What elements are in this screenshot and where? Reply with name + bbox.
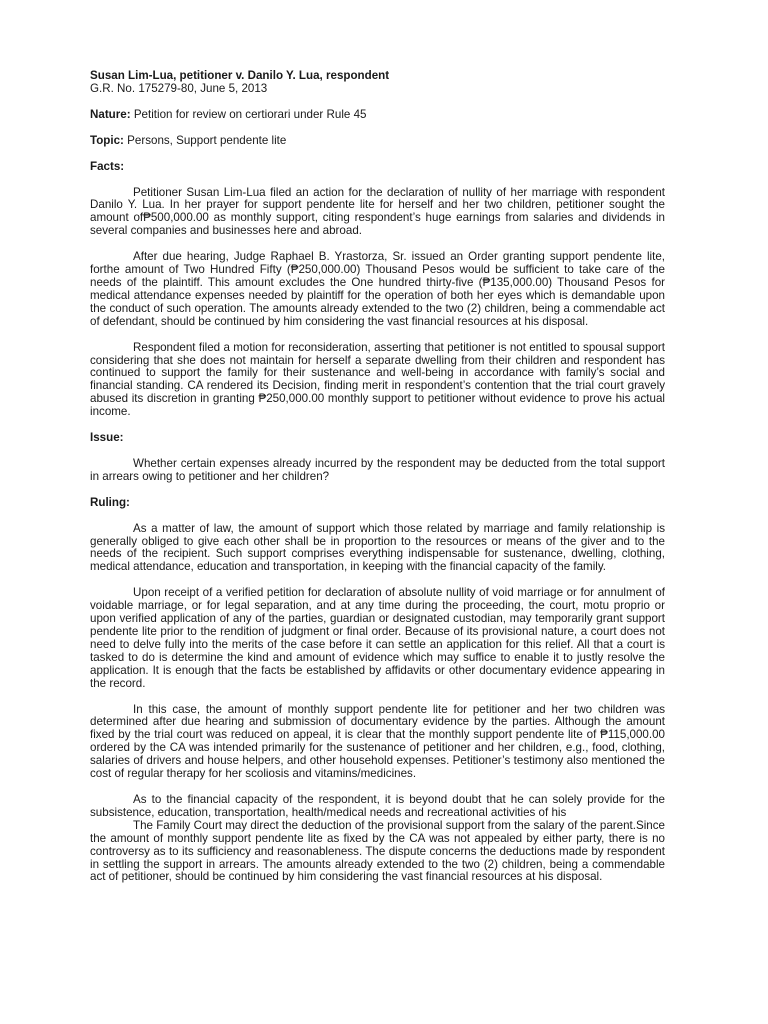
document-page [90,70,665,884]
ruling-continuation-paragraph: The Family Court may direct the deduction of the provisional support from the salary of the parent.Since the amount of monthly support pendente lite as fixed by the CA was not appealed by either party, there is no controversy as to its sufficiency and reasonableness. The dispute concerns the deductions made by respondent in settling the support in arrears. The amounts already extended to the two (2) children, being a commendable act of petitioner, should be continued by him considering the vast financial resources at his disposal. [90,818,665,884]
ruling-heading: Ruling: [90,495,130,509]
facts-heading: Facts: [90,159,125,173]
topic-value: Persons, Support pendente lite [127,133,287,147]
nature-field [90,109,665,122]
nature-label: Nature: [90,107,131,121]
topic-label: Topic: [90,133,124,147]
ruling-paragraph: As a matter of law, the amount of support which those related by marriage and family relationship is generally obliged to give each other shall be in proportion to the resources or means of the giver and to the needs of the recipient. Such support comprises everything indispensable for sustenance, dwelling, clothing, medical attendance, education and transportation, in keeping with the financial capacity of the family. [90,521,665,574]
facts-paragraph: After due hearing, Judge Raphael B. Yrastorza, Sr. issued an Order granting support pendente lite, forthe amount of Two Hundred Fifty (₱250,000.00) Thousand Pesos would be sufficient to take care of the needs of the plaintiff. This amount excludes the One hundred thirty-five (₱135,000.00) Thousand Pesos for medical attendance expenses needed by plaintiff for the operation of both her eyes which is demandable upon the conduct of such operation. The amounts already extended to the two (2) children, being a commendable act of defendant, should be continued by him considering the vast financial resources at his disposal. [90,250,665,328]
topic-field [90,135,665,148]
case-number: G.R. No. 175279-80, June 5, 2013 [90,81,268,95]
ruling-paragraph: As to the financial capacity of the respondent, it is beyond doubt that he can solely provide for the subsistence, education, transportation, health/medical needs and recreational activities of his [90,792,665,819]
ruling-paragraph: In this case, the amount of monthly support pendente lite for petitioner and her two children was determined after due hearing and submission of documentary evidence by the parties. Although the amount fixed by the trial court was reduced on appeal, it is clear that the monthly support pendente lite of ₱115,000.00 ordered by the CA was intended primarily for the sustenance of petitioner and her children, e.g., food, clothing, salaries of drivers and house helpers, and other household expenses. Petitioner’s testimony also mentioned the cost of regular therapy for her scoliosis and vitamins/medicines. [90,702,665,781]
facts-paragraph: Respondent filed a motion for reconsideration, asserting that petitioner is not entitled to spousal support considering that she does not maintain for herself a separate dwelling from their children and respondent has continued to support the family for their sustenance and well-being in accordance with family’s social and financial standing. CA rendered its Decision, finding merit in respondent’s contention that the trial court gravely abused its discretion in granting ₱250,000.00 monthly support to petitioner without evidence to prove his actual income. [90,340,665,419]
case-title: Susan Lim-Lua, petitioner v. Danilo Y. Lua, respondent [90,69,390,82]
issue-paragraph: Whether certain expenses already incurred by the respondent may be deducted from the total support in arrears owing to petitioner and her children? [90,456,665,483]
issue-heading: Issue: [90,431,124,445]
facts-paragraph: Petitioner Susan Lim-Lua filed an action for the declaration of nullity of her marriage with respondent Danilo Y. Lua. In her prayer for support pendente lite for herself and her two children, petitioner sought the amount of₱500,000.00 as monthly support, citing respondent’s huge earnings from salaries and dividends in several companies and businesses here and abroad. [90,185,665,238]
nature-value: Petition for review on certiorari under Rule 45 [133,107,367,121]
ruling-paragraph: Upon receipt of a verified petition for declaration of absolute nullity of void marriage or for annulment of voidable marriage, or for legal separation, and at any time during the proceeding, the court, motu proprio or upon verified application of any of the parties, guardian or designated custodian, may temporarily grant support pendente lite prior to the rendition of judgment or final order. Because of its provisional nature, a court does not need to delve fully into the merits of the case before it can settle an application for this relief. All that a court is tasked to do is determine the kind and amount of evidence which may suffice to enable it to justly resolve the application. It is enough that the facts be established by affidavits or other documentary evidence appearing in the record. [90,586,665,690]
